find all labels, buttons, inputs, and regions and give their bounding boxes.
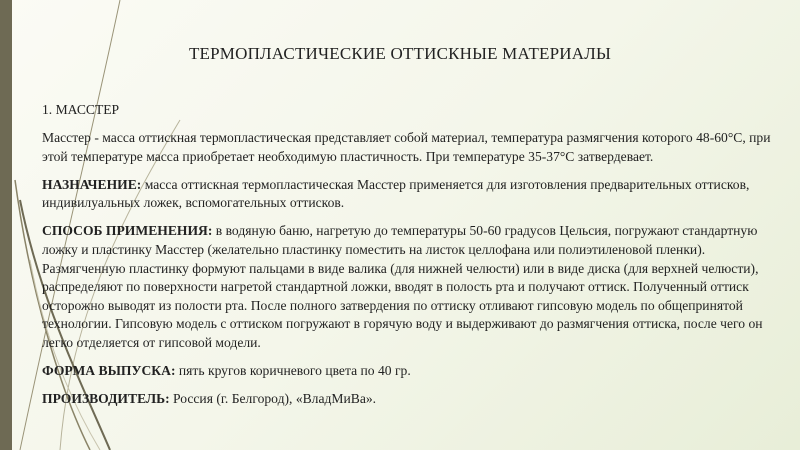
form-label: ФОРМА ВЫПУСКА: (42, 363, 176, 379)
slide-title: ТЕРМОПЛАСТИЧЕСКИЕ ОТТИСКНЫЕ МАТЕРИАЛЫ (188, 44, 612, 63)
maker-text: Россия (г. Белгород), «ВладМиВа». (169, 391, 377, 407)
maker-paragraph (42, 390, 787, 409)
purpose-paragraph (42, 176, 787, 213)
purpose-label: НАЗНАЧЕНИЕ: (42, 176, 142, 192)
method-text: в водяную баню, нагретую до температуры 50-60 градусов Цельсия, погружают стандартную ложку и пластинку Масстер (желательно пластинку поместить на листок целлофана или полиэтиленовой пленки). Размягченную пластинку формуют пальцами в виде валика (для нижней челюсти) или в виде диска (для верхней челюсти), распределяют по поверхности нагретой стандартной ложки, вводят в полость рта и получают оттиск. Полученный оттиск осторожно выводят из полости рта. После полного затвердения по оттиску отливают гипсовую модель по общепринятой технологии. Гипсовую модель с оттиском погружают в горячую воду и выдерживают до размягчения оттиска, после чего он легко отделяется от гипсовой модели. (42, 223, 763, 351)
purpose-text: масса оттискная термопластическая Масстер применяется для изготовления предварительных оттисков, индивилуальных ложек, вспомогательных оттисков. (42, 176, 750, 211)
slide-content (42, 101, 787, 418)
intro-paragraph: Масстер - масса оттискная термопластическая представляет собой материал, температура размягчения которого 48-60°С, при этой температуре масса приобретает необходимую пластичность. При температуре 35-37°С затвердевает. (42, 130, 771, 164)
maker-label: ПРОИЗВОДИТЕЛЬ: (42, 391, 170, 407)
section-heading: 1. МАССТЕР (42, 102, 120, 117)
method-label: СПОСОБ ПРИМЕНЕНИЯ: (42, 223, 213, 239)
form-paragraph (42, 362, 787, 381)
form-text: пять кругов коричневого цвета по 40 гр. (175, 363, 411, 379)
method-paragraph (42, 222, 787, 352)
